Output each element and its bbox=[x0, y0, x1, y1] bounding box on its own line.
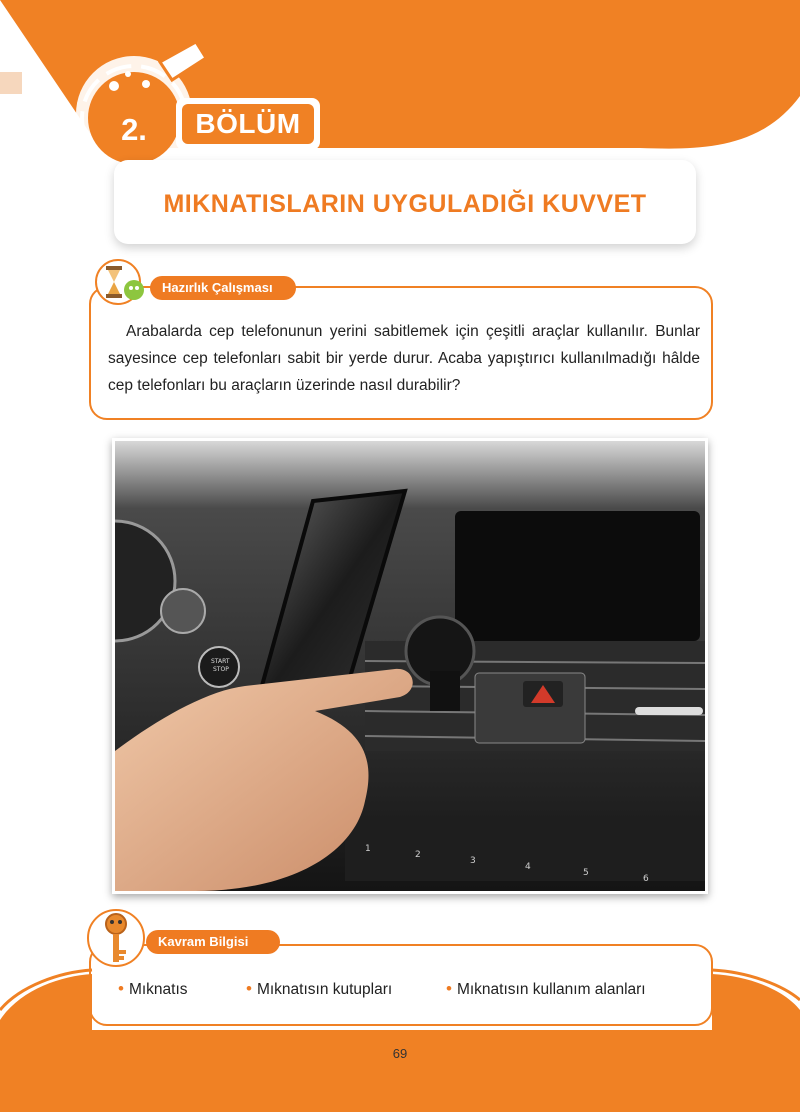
start-button-label: START bbox=[211, 658, 230, 665]
car-dashboard-image bbox=[115, 441, 705, 891]
vent-number-6: 6 bbox=[643, 874, 649, 884]
concept-item-text: Mıknatıs bbox=[128, 981, 188, 998]
concept-label: Kavram Bilgisi bbox=[146, 930, 280, 954]
vent-number-4: 4 bbox=[525, 862, 531, 872]
page-title: MIKNATISLARIN UYGULADIĞI KUVVET bbox=[163, 190, 647, 218]
page-number: 69 bbox=[392, 1046, 408, 1061]
hourglass-character-icon bbox=[94, 256, 152, 306]
stop-button-label: STOP bbox=[213, 666, 229, 673]
chapter-label: BÖLÜM bbox=[182, 104, 314, 144]
bullet-icon: • bbox=[118, 979, 124, 998]
vent-number-1: 1 bbox=[365, 844, 371, 854]
footer-band bbox=[0, 960, 800, 1112]
bullet-icon: • bbox=[446, 979, 452, 998]
prep-label: Hazırlık Çalışması bbox=[150, 276, 296, 300]
vent-number-5: 5 bbox=[583, 868, 589, 878]
vent-number-2: 2 bbox=[415, 850, 421, 860]
vent-number-3: 3 bbox=[470, 856, 476, 866]
prep-text: Arabalarda cep telefonunun yerini sabitlemek için çeşitli araçlar kullanılır. Bunlar sayesince cep telefonları sabit bir yerde durur. Acaba yapıştırıcı kullanılmadığı hâlde cep telefonları bu araçların üzerinde nasıl durabilir? bbox=[108, 323, 700, 394]
concept-item-text: Mıknatısın kullanım alanları bbox=[456, 981, 646, 998]
concept-item-text: Mıknatısın kutupları bbox=[256, 981, 393, 998]
bullet-icon: • bbox=[246, 979, 252, 998]
dashboard-photo bbox=[112, 438, 708, 894]
chapter-tab bbox=[176, 98, 320, 150]
chapter-number: 2. bbox=[121, 112, 147, 147]
